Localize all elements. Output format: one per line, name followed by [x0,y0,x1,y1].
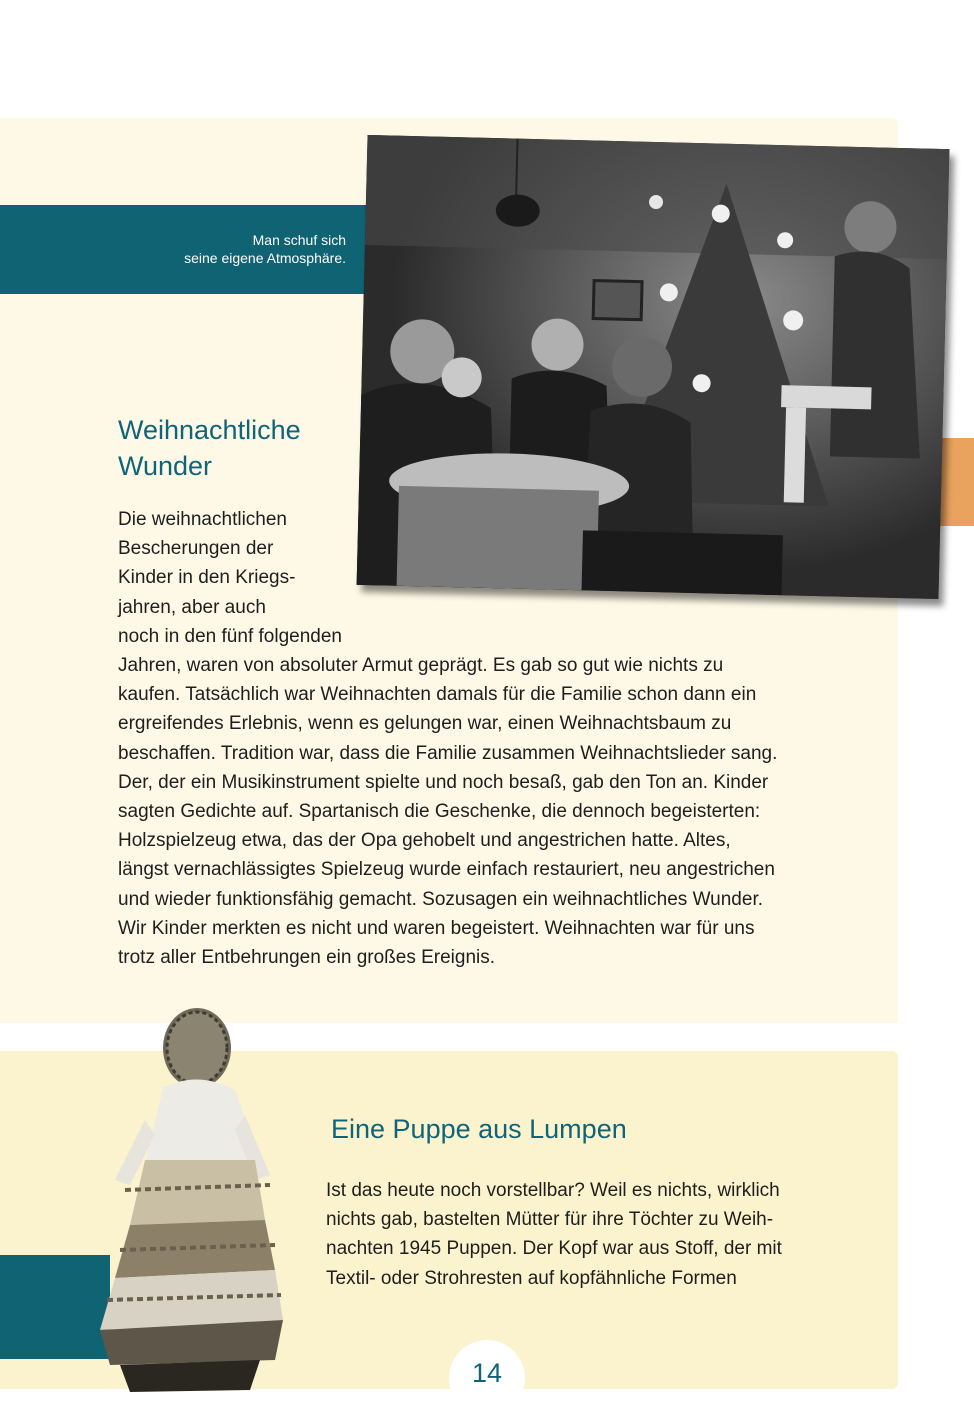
text-line: nachten 1945 Puppen. Der Kopf war aus Stoff, der mit [326,1238,782,1260]
text-line: und wieder funktionsfähig gemacht. Sozusagen ein weihnachtliches Wunder. [118,888,763,910]
photo-caption [0,231,346,267]
title-line: Wunder [118,451,213,481]
page-edge-tab [937,438,974,526]
text-line: sagten Gedichte auf. Spartanisch die Geschenke, die dennoch begeisterten: [118,801,761,823]
section-body-text [118,505,858,972]
text-line: ergreifendes Erlebnis, wenn es gelungen war, einen Weihnachtsbaum zu [118,713,732,735]
text-line: Die weihnachtlichen [118,509,287,530]
section-body-text [326,1176,866,1293]
page-number: 14 [471,1358,503,1388]
title-line: Weihnachtliche [118,415,301,445]
text-line: Ist das heute noch vorstellbar? Weil es nichts, wirklich [326,1180,780,1201]
text-line: Jahren, waren von absoluter Armut geprägt. Es gab so gut wie nichts zu [118,655,724,677]
text-line: Kinder in den Kriegs- [118,567,296,589]
rag-doll-photo [85,1000,300,1395]
text-line: Wir Kinder merkten es nicht und waren begeistert. Weihnachten war für uns [118,917,755,939]
section-title-puppe: Eine Puppe aus Lumpen [331,1114,627,1144]
section-title-weihnachtliche-wunder [118,412,301,484]
text-line: Der, der ein Musikinstrument spielte und noch besaß, gab den Ton an. Kinder [118,771,769,793]
text-line: noch in den fünf folgenden [118,625,342,647]
text-line: längst vernachlässigtes Spielzeug wurde einfach restauriert, neu angestrichen [118,859,775,881]
text-line: jahren, aber auch [118,596,266,618]
text-line: Textil- oder Strohresten auf kopfähnliche Formen [326,1267,737,1289]
caption-line: seine eigene Atmosphäre. [184,250,346,266]
caption-line: Man schuf sich [252,232,346,248]
text-line: beschaffen. Tradition war, dass die Familie zusammen Weihnachtslieder sang. [118,742,778,764]
text-line: kaufen. Tatsächlich war Weihnachten damals für die Familie schon dann ein [118,684,757,706]
text-line: Bescherungen der [118,538,274,560]
text-line: trotz aller Entbehrungen ein großes Ereignis. [118,947,496,969]
text-line: nichts gab, bastelten Mütter für ihre Töchter zu Weih- [326,1209,774,1231]
doll-illustration [85,1000,300,1395]
text-line: Holzspielzeug etwa, das der Opa gehobelt und angestrichen hatte. Altes, [118,830,731,852]
